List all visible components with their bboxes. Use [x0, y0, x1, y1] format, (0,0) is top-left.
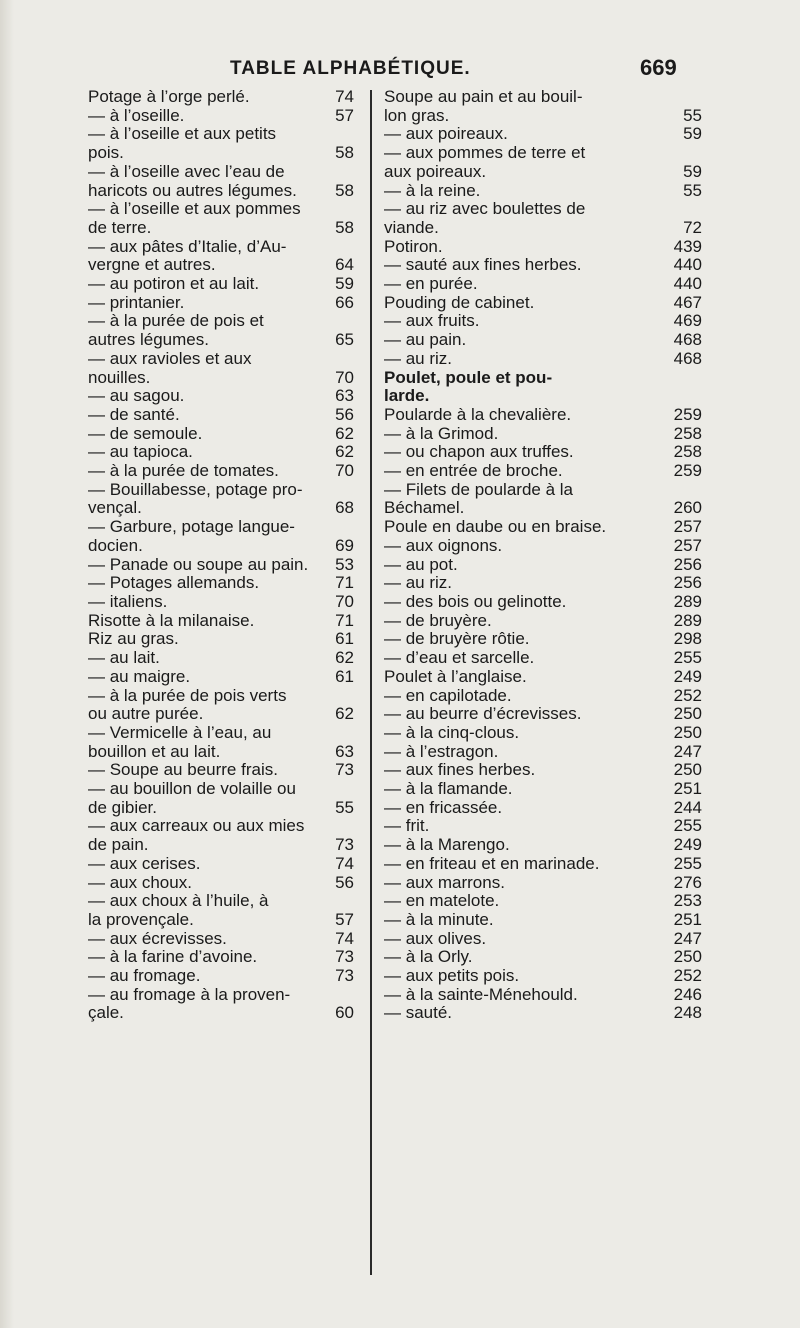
- entry-text-line: — au tapioca.: [88, 442, 193, 462]
- entry-page-ref: 58: [335, 143, 354, 163]
- entry-page-ref: 55: [683, 105, 702, 125]
- index-entry: [384, 836, 702, 855]
- entry-text-line: — aux pommes de terre et: [384, 143, 586, 163]
- index-entry: [384, 780, 702, 799]
- entry-text-line: la provençale.: [88, 909, 194, 929]
- entry-text-line: viande.: [384, 217, 439, 237]
- entry-page-ref: 259: [673, 404, 702, 424]
- entry-text-line: — au riz.: [384, 348, 453, 368]
- entry-text-line: — à la farine d’avoine.: [88, 947, 258, 967]
- page-number: 669: [640, 55, 677, 80]
- index-entry: [384, 144, 702, 181]
- entry-text-line: Risotte à la milanaise.: [88, 610, 255, 630]
- entry-page-ref: 58: [335, 180, 354, 200]
- entry-text-line: — à la purée de pois et: [88, 311, 264, 331]
- entry-page-ref: 249: [673, 666, 702, 686]
- entry-page-ref: 257: [673, 517, 702, 537]
- entry-page-ref: 289: [673, 591, 702, 611]
- entry-page-ref: 62: [335, 442, 354, 462]
- entry-text-line: Riz au gras.: [88, 629, 179, 649]
- running-title: TABLE ALPHABÉTIQUE.: [230, 58, 471, 79]
- entry-page-ref: 251: [673, 779, 702, 799]
- index-entry: [384, 425, 702, 444]
- index-entry: [88, 630, 354, 649]
- index-entry: [88, 948, 354, 967]
- index-entry: [384, 294, 702, 313]
- entry-page-ref: 276: [673, 872, 702, 892]
- entry-text-line: — à l’oseille.: [88, 105, 185, 125]
- entry-text-line: — de bruyère.: [384, 610, 492, 630]
- entry-text-line: — sauté.: [384, 1003, 453, 1023]
- index-entry: [88, 462, 354, 481]
- entry-text-line: Béchamel.: [384, 498, 465, 518]
- entry-page-ref: 250: [673, 722, 702, 742]
- entry-page-ref: 258: [673, 442, 702, 462]
- index-entry: [384, 331, 702, 350]
- entry-text-line: — en capilotade.: [384, 685, 512, 705]
- entry-page-ref: 468: [673, 330, 702, 350]
- index-entry: [384, 705, 702, 724]
- entry-text-line: — à l’oseille et aux petits: [88, 124, 277, 144]
- entry-text-line: de terre.: [88, 217, 152, 237]
- entry-text-line: — à la sainte-Ménehould.: [384, 984, 578, 1004]
- entry-text-line: — aux carreaux ou aux mies: [88, 816, 305, 836]
- index-entry: [384, 761, 702, 780]
- entry-page-ref: 61: [335, 666, 354, 686]
- entry-page-ref: 73: [335, 947, 354, 967]
- entry-page-ref: 63: [335, 386, 354, 406]
- entry-page-ref: 257: [673, 535, 702, 555]
- entry-page-ref: 253: [673, 891, 702, 911]
- entry-text-line: — au maigre.: [88, 666, 191, 686]
- entry-page-ref: 59: [683, 124, 702, 144]
- entry-text-line: pois.: [88, 143, 124, 163]
- entry-text-line: — aux fines herbes.: [384, 760, 536, 780]
- index-entry: [384, 593, 702, 612]
- entry-page-ref: 70: [335, 367, 354, 387]
- entry-page-ref: 440: [673, 274, 702, 294]
- entry-page-ref: 72: [683, 217, 702, 237]
- entry-page-ref: 469: [673, 311, 702, 331]
- index-entry: [88, 312, 354, 349]
- index-entry: [384, 649, 702, 668]
- entry-page-ref: 56: [335, 404, 354, 424]
- entry-page-ref: 255: [673, 816, 702, 836]
- entry-page-ref: 246: [673, 984, 702, 1004]
- entry-text-line: docien.: [88, 535, 143, 555]
- entry-text-line: — Panade ou soupe au pain.: [88, 554, 309, 574]
- entry-text-line: lon gras.: [384, 105, 450, 125]
- entry-text-line: — aux pâtes d’Italie, d’Au-: [88, 236, 287, 256]
- index-entry: [88, 238, 354, 275]
- entry-text-line: — à la minute.: [384, 909, 494, 929]
- index-entry: [384, 406, 702, 425]
- entry-page-ref: 55: [683, 180, 702, 200]
- index-section-heading: [384, 369, 702, 406]
- index-entry: [88, 593, 354, 612]
- entry-page-ref: 251: [673, 909, 702, 929]
- entry-text-line: — au sagou.: [88, 386, 185, 406]
- index-entry: [88, 275, 354, 294]
- entry-text-line: — à la purée de pois verts: [88, 685, 287, 705]
- index-entry: [88, 556, 354, 575]
- entry-text-line: vergne et autres.: [88, 255, 216, 275]
- index-entry: [88, 200, 354, 237]
- entry-text-line: — Filets de poularde à la: [384, 479, 573, 499]
- entry-page-ref: 68: [335, 498, 354, 518]
- entry-text-line: Poulet, poule et pou-: [384, 367, 553, 387]
- entry-text-line: — au fromage.: [88, 966, 201, 986]
- index-entry: [384, 312, 702, 331]
- entry-page-ref: 62: [335, 423, 354, 443]
- entry-text-line: — aux fruits.: [384, 311, 480, 331]
- entry-page-ref: 256: [673, 573, 702, 593]
- entry-page-ref: 256: [673, 554, 702, 574]
- entry-text-line: Pouding de cabinet.: [384, 292, 535, 312]
- index-entry: [384, 350, 702, 369]
- entry-page-ref: 62: [335, 704, 354, 724]
- index-entry: [384, 874, 702, 893]
- entry-text-line: — aux petits pois.: [384, 966, 520, 986]
- index-entry: [88, 350, 354, 387]
- entry-page-ref: 74: [335, 87, 354, 106]
- index-entry: [88, 892, 354, 929]
- index-entry: [88, 425, 354, 444]
- entry-text-line: — de santé.: [88, 404, 180, 424]
- index-column-left: [88, 88, 354, 1023]
- index-entry: [384, 88, 702, 125]
- index-entry: [88, 387, 354, 406]
- index-entry: [384, 125, 702, 144]
- index-entry: [384, 799, 702, 818]
- entry-text-line: Poulet à l’anglaise.: [384, 666, 527, 686]
- entry-text-line: — au fromage à la proven-: [88, 984, 291, 1004]
- index-entry: [384, 724, 702, 743]
- entry-page-ref: 250: [673, 760, 702, 780]
- entry-text-line: Soupe au pain et au bouil-: [384, 87, 583, 106]
- entry-page-ref: 468: [673, 348, 702, 368]
- index-entry: [384, 556, 702, 575]
- index-entry: [384, 443, 702, 462]
- entry-page-ref: 59: [683, 161, 702, 181]
- index-entry: [384, 668, 702, 687]
- index-entry: [384, 1004, 702, 1023]
- entry-text-line: — au pain.: [384, 330, 467, 350]
- index-entry: [88, 574, 354, 593]
- entry-page-ref: 73: [335, 835, 354, 855]
- entry-text-line: — à la Grimod.: [384, 423, 499, 443]
- entry-text-line: Poule en daube ou en braise.: [384, 517, 607, 537]
- index-entry: [88, 874, 354, 893]
- entry-text-line: — aux ravioles et aux: [88, 348, 252, 368]
- entry-page-ref: 62: [335, 648, 354, 668]
- entry-page-ref: 59: [335, 274, 354, 294]
- entry-text-line: — sauté aux fines herbes.: [384, 255, 582, 275]
- entry-text-line: Potage à l’orge perlé.: [88, 87, 250, 106]
- index-entry: [384, 574, 702, 593]
- entry-page-ref: 71: [335, 573, 354, 593]
- entry-page-ref: 60: [335, 1003, 354, 1023]
- entry-page-ref: 56: [335, 872, 354, 892]
- page-header: [0, 55, 800, 86]
- entry-text-line: — à la purée de tomates.: [88, 461, 279, 481]
- index-entry: [384, 892, 702, 911]
- entry-text-line: — Vermicelle à l’eau, au: [88, 722, 272, 742]
- entry-text-line: — aux marrons.: [384, 872, 505, 892]
- entry-text-line: — en fricassée.: [384, 797, 503, 817]
- entry-text-line: — à l’oseille avec l’eau de: [88, 161, 285, 181]
- entry-page-ref: 249: [673, 835, 702, 855]
- entry-text-line: — à l’estragon.: [384, 741, 499, 761]
- entry-text-line: — en matelote.: [384, 891, 500, 911]
- index-entry: [384, 911, 702, 930]
- index-entry: [384, 462, 702, 481]
- entry-page-ref: 248: [673, 1003, 702, 1023]
- entry-text-line: — aux poireaux.: [384, 124, 508, 144]
- index-entry: [88, 780, 354, 817]
- entry-text-line: nouilles.: [88, 367, 151, 387]
- index-entry: [384, 537, 702, 556]
- entry-text-line: — des bois ou gelinotte.: [384, 591, 567, 611]
- book-spine-shadow: [0, 0, 14, 1328]
- entry-text-line: — au riz.: [384, 573, 453, 593]
- index-entry: [88, 687, 354, 724]
- entry-page-ref: 440: [673, 255, 702, 275]
- entry-text-line: larde.: [384, 386, 430, 406]
- index-entry: [384, 817, 702, 836]
- entry-page-ref: 66: [335, 292, 354, 312]
- index-entry: [88, 612, 354, 631]
- entry-text-line: — printanier.: [88, 292, 185, 312]
- entry-text-line: — au riz avec boulettes de: [384, 199, 586, 219]
- entry-text-line: — au bouillon de volaille ou: [88, 779, 296, 799]
- entry-page-ref: 73: [335, 966, 354, 986]
- entry-text-line: — au potiron et au lait.: [88, 274, 260, 294]
- entry-page-ref: 250: [673, 947, 702, 967]
- entry-page-ref: 252: [673, 966, 702, 986]
- index-entry: [88, 724, 354, 761]
- entry-page-ref: 259: [673, 461, 702, 481]
- entry-text-line: — Garbure, potage langue-: [88, 517, 295, 537]
- entry-text-line: — de bruyère rôtie.: [384, 629, 530, 649]
- entry-text-line: autres légumes.: [88, 330, 209, 350]
- entry-page-ref: 71: [335, 610, 354, 630]
- entry-text-line: — d’eau et sarcelle.: [384, 648, 535, 668]
- entry-text-line: bouillon et au lait.: [88, 741, 221, 761]
- index-entry: [384, 612, 702, 631]
- entry-page-ref: 439: [673, 236, 702, 256]
- entry-page-ref: 58: [335, 217, 354, 237]
- index-entry: [384, 200, 702, 237]
- entry-text-line: — Potages allemands.: [88, 573, 260, 593]
- entry-page-ref: 74: [335, 928, 354, 948]
- index-entry: [88, 107, 354, 126]
- entry-text-line: — italiens.: [88, 591, 168, 611]
- index-entry: [88, 855, 354, 874]
- index-entry: [384, 182, 702, 201]
- entry-text-line: — aux oignons.: [384, 535, 503, 555]
- index-entry: [88, 761, 354, 780]
- index-entry: [88, 481, 354, 518]
- entry-page-ref: 55: [335, 797, 354, 817]
- entry-text-line: — en entrée de broche.: [384, 461, 563, 481]
- index-entry: [384, 855, 702, 874]
- index-entry: [384, 518, 702, 537]
- entry-text-line: — ou chapon aux truffes.: [384, 442, 574, 462]
- entry-page-ref: 244: [673, 797, 702, 817]
- entry-page-ref: 255: [673, 853, 702, 873]
- entry-page-ref: 467: [673, 292, 702, 312]
- entry-page-ref: 61: [335, 629, 354, 649]
- entry-page-ref: 252: [673, 685, 702, 705]
- entry-text-line: — à la flamande.: [384, 779, 513, 799]
- entry-text-line: — aux choux.: [88, 872, 192, 892]
- index-entry: [88, 163, 354, 200]
- entry-page-ref: 289: [673, 610, 702, 630]
- entry-page-ref: 73: [335, 760, 354, 780]
- column-divider: [370, 90, 372, 1275]
- entry-page-ref: 64: [335, 255, 354, 275]
- entry-page-ref: 70: [335, 591, 354, 611]
- entry-page-ref: 70: [335, 461, 354, 481]
- index-entry: [384, 930, 702, 949]
- index-entry: [88, 930, 354, 949]
- entry-text-line: Poularde à la chevalière.: [384, 404, 572, 424]
- index-entry: [384, 256, 702, 275]
- index-entry: [88, 986, 354, 1023]
- entry-page-ref: 63: [335, 741, 354, 761]
- entry-text-line: haricots ou autres légumes.: [88, 180, 297, 200]
- index-entry: [88, 88, 354, 107]
- index-entry: [88, 967, 354, 986]
- entry-text-line: — aux écrevisses.: [88, 928, 227, 948]
- entry-text-line: vençal.: [88, 498, 142, 518]
- index-entry: [88, 443, 354, 462]
- entry-text-line: — en purée.: [384, 274, 478, 294]
- entry-page-ref: 74: [335, 853, 354, 873]
- entry-page-ref: 260: [673, 498, 702, 518]
- entry-page-ref: 247: [673, 928, 702, 948]
- entry-text-line: — au lait.: [88, 648, 160, 668]
- entry-page-ref: 255: [673, 648, 702, 668]
- entry-text-line: ou autre purée.: [88, 704, 204, 724]
- entry-page-ref: 57: [335, 909, 354, 929]
- entry-page-ref: 298: [673, 629, 702, 649]
- index-entry: [384, 275, 702, 294]
- index-entry: [384, 630, 702, 649]
- entry-text-line: — aux olives.: [384, 928, 487, 948]
- entry-page-ref: 69: [335, 535, 354, 555]
- entry-page-ref: 247: [673, 741, 702, 761]
- entry-text-line: aux poireaux.: [384, 161, 487, 181]
- entry-text-line: — à la cinq-clous.: [384, 722, 520, 742]
- entry-page-ref: 258: [673, 423, 702, 443]
- entry-text-line: — à l’oseille et aux pommes: [88, 199, 301, 219]
- entry-text-line: — Soupe au beurre frais.: [88, 760, 278, 780]
- index-entry: [88, 668, 354, 687]
- index-entry: [384, 967, 702, 986]
- entry-text-line: — au beurre d’écrevisses.: [384, 704, 582, 724]
- index-entry: [88, 817, 354, 854]
- entry-text-line: Potiron.: [384, 236, 443, 256]
- entry-text-line: de gibier.: [88, 797, 157, 817]
- index-entry: [384, 986, 702, 1005]
- index-entry: [88, 294, 354, 313]
- index-entry: [384, 687, 702, 706]
- entry-page-ref: 65: [335, 330, 354, 350]
- index-entry: [384, 948, 702, 967]
- entry-text-line: — au pot.: [384, 554, 458, 574]
- entry-text-line: — frit.: [384, 816, 430, 836]
- entry-text-line: — Bouillabesse, potage pro-: [88, 479, 303, 499]
- index-entry: [384, 743, 702, 762]
- index-entry: [88, 518, 354, 555]
- entry-text-line: — à la Orly.: [384, 947, 473, 967]
- entry-text-line: — en friteau et en marinade.: [384, 853, 600, 873]
- entry-text-line: — à la Marengo.: [384, 835, 510, 855]
- entry-text-line: — aux choux à l’huile, à: [88, 891, 269, 911]
- index-column-right: [384, 88, 702, 1023]
- entry-text-line: çale.: [88, 1003, 124, 1023]
- entry-page-ref: 53: [335, 554, 354, 574]
- entry-text-line: — à la reine.: [384, 180, 481, 200]
- index-entry: [384, 481, 702, 518]
- entry-text-line: — de semoule.: [88, 423, 203, 443]
- index-entry: [384, 238, 702, 257]
- entry-text-line: de pain.: [88, 835, 149, 855]
- index-entry: [88, 649, 354, 668]
- index-entry: [88, 406, 354, 425]
- entry-page-ref: 250: [673, 704, 702, 724]
- entry-page-ref: 57: [335, 105, 354, 125]
- entry-text-line: — aux cerises.: [88, 853, 201, 873]
- index-entry: [88, 125, 354, 162]
